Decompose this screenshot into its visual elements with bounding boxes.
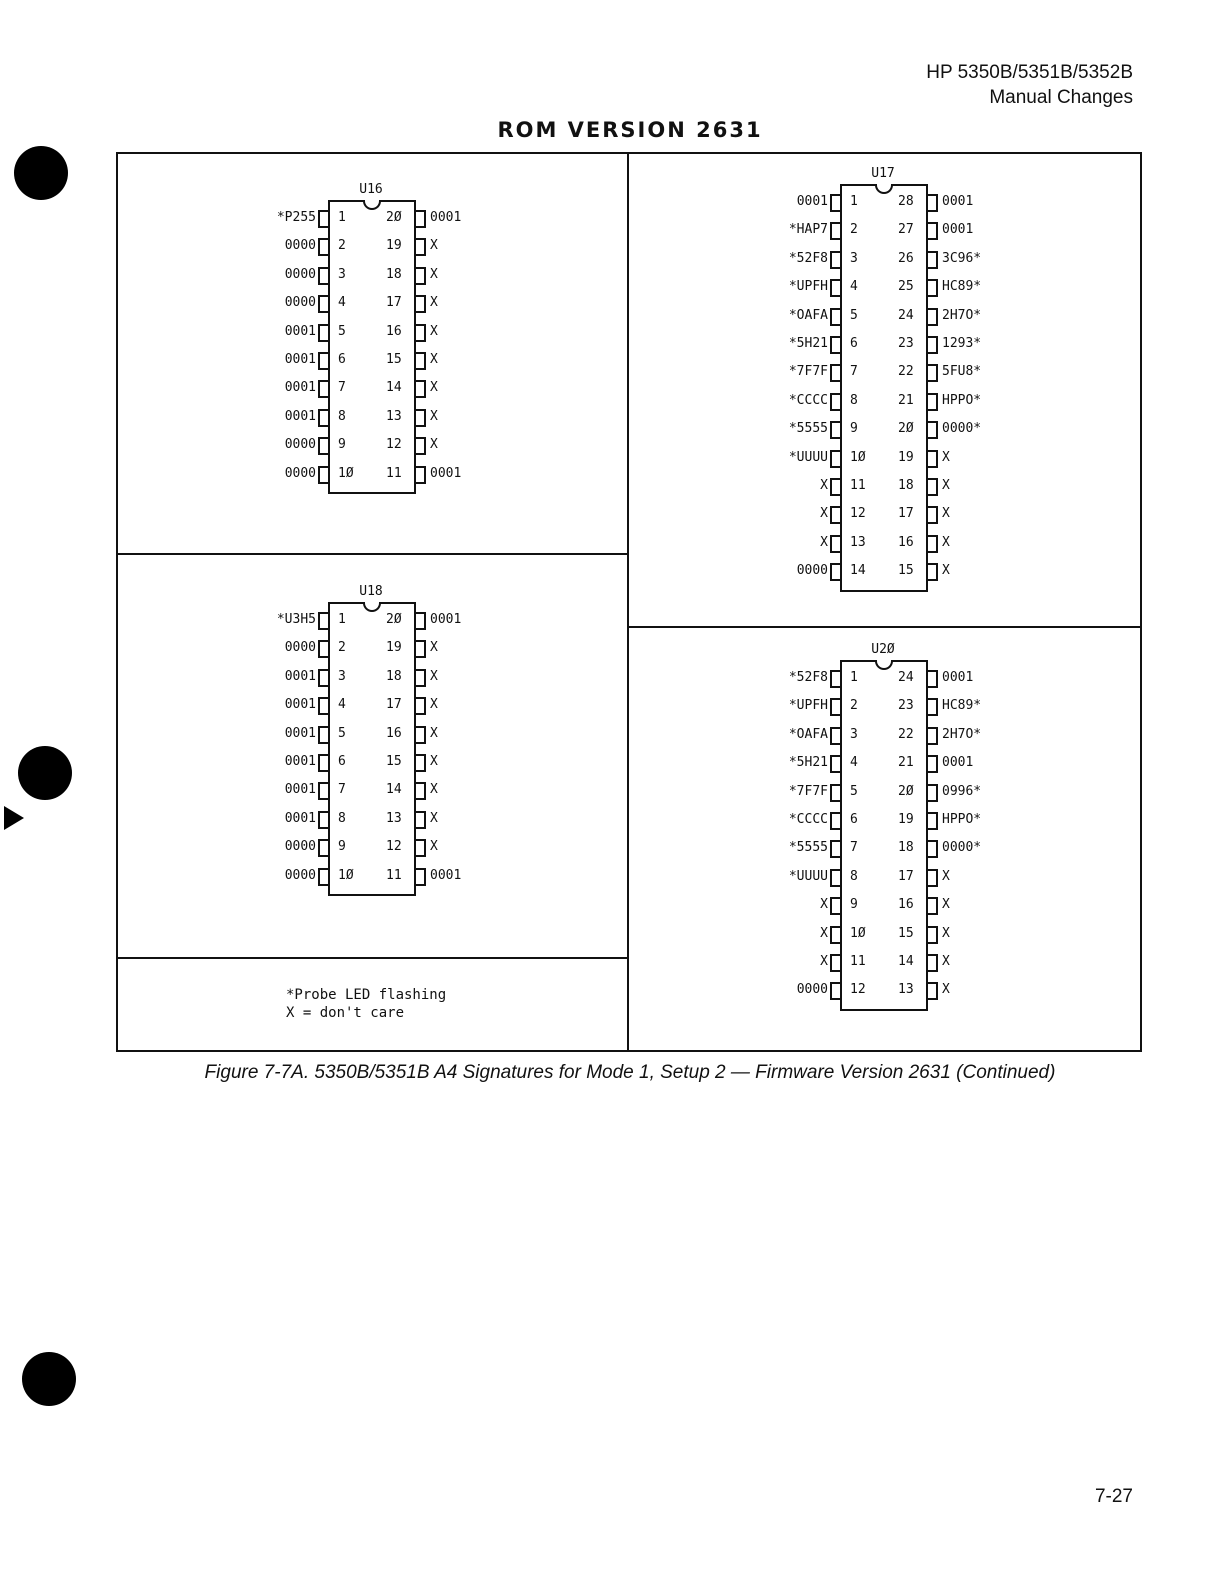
right-pin-signature: 0000* [942,840,982,856]
pin-pad [414,754,426,772]
pin-pad [318,352,330,370]
right-pin-number: 13 [386,408,402,424]
left-pin-signature: *52F8 [788,670,828,685]
right-pin-number: 22 [898,726,914,742]
pin-pad [926,336,938,354]
pin-pad [926,450,938,468]
right-pin-number: 25 [898,279,914,295]
left-pin-signature: 0000 [284,867,316,883]
pin-pad [926,251,938,269]
pin-pad [926,755,938,773]
pin-pad [830,812,842,830]
pin-pad [926,897,938,915]
left-pin-signature: *7F7F [788,783,828,799]
right-pin-signature: X [942,868,950,884]
right-pin-number: 11 [386,867,402,883]
right-pin-signature: 0996* [942,783,982,799]
left-pin-signature: *OAFA [788,307,828,323]
pin-pad [414,380,426,398]
left-pin-signature: *5555 [788,421,828,437]
pin-pad [414,669,426,687]
pin-pad [926,535,938,553]
left-pin-number: 12 [850,506,866,522]
left-pin-number: 2 [338,238,346,254]
pin-pad [414,210,426,228]
right-pin-signature: 0001 [430,612,462,627]
right-pin-signature: 0001 [942,670,974,685]
left-pin-number: 7 [338,380,346,396]
left-pin-signature: X [820,954,828,969]
left-pin-number: 13 [850,534,866,550]
frame-divider-left-2 [116,957,629,959]
right-pin-number: 19 [386,640,402,656]
pin-pad [414,726,426,744]
left-pin-number: 6 [338,754,346,769]
pin-pad [830,727,842,745]
left-pin-number: 3 [850,726,858,742]
right-pin-number: 16 [898,534,914,550]
right-pin-number: 15 [386,754,402,769]
binder-hole-bottom [22,1352,76,1406]
pin-pad [318,612,330,630]
right-pin-signature: X [942,897,950,913]
pin-pad [830,954,842,972]
right-pin-signature: 3C96* [942,250,982,266]
pin-pad [414,612,426,630]
left-pin-number: 9 [338,839,346,855]
right-pin-signature: 0001 [942,194,974,209]
left-pin-signature: X [820,925,828,941]
left-pin-number: 5 [850,307,858,323]
left-pin-signature: 0000 [796,563,828,579]
left-pin-number: 7 [850,840,858,856]
page-number: 7-27 [1094,1486,1133,1507]
right-pin-number: 12 [386,437,402,453]
right-pin-number: 16 [898,897,914,913]
pin-pad [830,478,842,496]
left-pin-signature: 0000 [284,238,316,254]
pin-pad [926,393,938,411]
right-pin-number: 17 [386,697,402,713]
right-pin-signature: X [942,506,950,522]
right-pin-number: 24 [898,670,914,685]
pin-pad [318,868,330,886]
left-pin-signature: *HAP7 [788,222,828,238]
right-pin-signature: X [942,563,950,579]
left-pin-number: 1 [850,670,858,685]
pin-pad [830,194,842,212]
pin-pad [926,364,938,382]
pin-pad [414,811,426,829]
pin-pad [830,869,842,887]
left-pin-signature: 0000 [284,839,316,855]
left-pin-signature: *5H21 [788,336,828,351]
pin-pad [830,393,842,411]
right-pin-signature: HC89* [942,698,982,714]
right-pin-signature: X [942,954,950,969]
pin-pad [830,982,842,1000]
pin-pad [414,640,426,658]
pin-pad [926,478,938,496]
right-pin-number: 21 [898,755,914,771]
legend-dont-care: X = don't care [286,1005,405,1021]
left-pin-number: 2 [338,640,346,656]
pin-pad [926,222,938,240]
pin-pad [830,279,842,297]
right-pin-number: 15 [898,563,914,579]
right-pin-number: 14 [898,954,914,969]
pin-pad [414,437,426,455]
left-pin-signature: *P255 [276,210,316,225]
pin-pad [318,782,330,800]
left-pin-signature: 0000 [796,982,828,998]
pin-pad [926,506,938,524]
right-pin-number: 16 [386,323,402,339]
pin-pad [414,352,426,370]
left-pin-number: 4 [338,697,346,713]
pin-pad [830,222,842,240]
right-pin-signature: X [942,449,950,465]
pin-pad [926,698,938,716]
right-pin-signature: X [942,925,950,941]
left-pin-number: 3 [338,266,346,282]
left-pin-number: 4 [338,295,346,311]
frame-divider-vertical [627,152,629,1052]
left-pin-signature: 0000 [284,437,316,453]
right-pin-signature: 0000* [942,421,982,437]
left-pin-number: 5 [338,725,346,741]
right-pin-signature: 5FU8* [942,364,982,380]
figure-caption: Figure 7-7A. 5350B/5351B A4 Signatures for Mode 1, Setup 2 — Firmware Version 2631 (Continued) [204,1062,1056,1083]
right-pin-number: 18 [898,478,914,493]
pin-pad [318,437,330,455]
left-pin-signature: 0001 [284,668,316,684]
right-pin-signature: 2H7O* [942,307,982,323]
binder-hole-top [14,146,68,200]
pin-pad [830,670,842,688]
left-pin-signature: 0001 [284,810,316,826]
left-pin-signature: X [820,478,828,493]
right-pin-number: 11 [386,465,402,481]
left-pin-number: 4 [850,279,858,295]
right-pin-number: 2Ø [898,783,914,799]
pin-pad [830,308,842,326]
left-pin-signature: *52F8 [788,250,828,266]
right-pin-number: 23 [898,698,914,714]
pin-pad [926,727,938,745]
pin-pad [318,697,330,715]
left-pin-number: 1 [850,194,858,209]
right-pin-signature: X [430,380,438,396]
pin-pad [926,840,938,858]
pin-pad [318,726,330,744]
right-pin-number: 24 [898,307,914,323]
right-pin-signature: X [430,238,438,254]
pin-pad [318,409,330,427]
pin-pad [414,295,426,313]
document-header [926,60,1133,110]
left-pin-signature: 0001 [284,352,316,367]
pin-pad [830,698,842,716]
left-pin-signature: *5555 [788,840,828,856]
left-pin-signature: 0001 [284,697,316,713]
right-pin-number: 18 [898,840,914,856]
pin-pad [318,754,330,772]
left-pin-number: 1Ø [850,925,866,941]
right-pin-signature: 0001 [942,222,974,238]
legend-probe-led: *Probe LED flashing [286,987,447,1003]
right-pin-number: 12 [386,839,402,855]
left-pin-signature: 0001 [284,380,316,396]
pin-pad [830,251,842,269]
left-pin-signature: *UUUU [788,449,828,465]
right-pin-signature: HPPO* [942,812,982,827]
right-pin-number: 14 [386,380,402,396]
pin-pad [926,954,938,972]
left-pin-number: 8 [338,810,346,826]
right-pin-number: 13 [386,810,402,826]
right-pin-signature: X [942,982,950,998]
legend [286,986,446,1022]
pin-pad [926,279,938,297]
left-pin-number: 8 [850,392,858,408]
chip-label: U2Ø [871,642,895,657]
left-pin-signature: 0000 [284,640,316,656]
pin-pad [926,563,938,581]
left-pin-signature: *U3H5 [276,612,316,627]
model-number: HP 5350B/5351B/5352B [926,62,1133,83]
right-pin-signature: 0001 [430,210,462,225]
right-pin-signature: HPPO* [942,392,982,408]
right-pin-signature: X [430,782,438,798]
right-pin-signature: X [430,352,438,367]
left-pin-number: 9 [850,421,858,437]
pin-pad [318,295,330,313]
left-pin-number: 1Ø [338,465,354,481]
right-pin-signature: X [430,437,438,453]
right-pin-number: 27 [898,222,914,238]
pin-pad [926,926,938,944]
left-pin-number: 5 [850,783,858,799]
frame-divider-right [627,626,1142,628]
left-pin-number: 4 [850,755,858,771]
pin-pad [926,982,938,1000]
right-pin-number: 17 [898,868,914,884]
left-pin-signature: *OAFA [788,726,828,742]
pin-pad [830,535,842,553]
rom-version-title: ROM VERSION 2631 [497,118,763,142]
pin-pad [830,336,842,354]
right-pin-number: 26 [898,250,914,266]
left-pin-number: 6 [338,352,346,367]
left-pin-number: 9 [850,897,858,913]
right-pin-number: 16 [386,725,402,741]
left-pin-number: 8 [850,868,858,884]
left-pin-number: 3 [850,250,858,266]
left-pin-signature: 0001 [284,725,316,741]
left-pin-signature: *UPFH [788,279,828,295]
right-pin-number: 17 [386,295,402,311]
left-pin-signature: *7F7F [788,364,828,380]
right-pin-signature: X [430,323,438,339]
pin-pad [926,194,938,212]
left-pin-signature: 0001 [284,754,316,769]
pin-pad [926,812,938,830]
right-pin-number: 2Ø [386,210,402,225]
right-pin-signature: X [430,754,438,769]
pin-pad [414,409,426,427]
right-pin-number: 19 [898,449,914,465]
pin-pad [830,364,842,382]
left-pin-signature: *UUUU [788,868,828,884]
pin-pad [414,839,426,857]
left-pin-number: 2 [850,222,858,238]
right-pin-number: 28 [898,194,914,209]
binder-hole-middle [18,746,72,800]
left-pin-number: 14 [850,563,866,579]
pin-pad [830,421,842,439]
pin-pad [830,926,842,944]
pin-pad [926,869,938,887]
right-pin-number: 2Ø [898,421,914,437]
pin-pad [414,868,426,886]
right-pin-number: 14 [386,782,402,798]
left-pin-number: 5 [338,323,346,339]
chip-label: U17 [871,166,895,181]
frame-divider-left-1 [116,553,629,555]
pin-pad [830,563,842,581]
left-pin-number: 11 [850,954,866,969]
right-pin-number: 18 [386,266,402,282]
right-pin-signature: X [430,839,438,855]
page-notch-mark [4,806,24,830]
right-pin-signature: 1293* [942,336,982,351]
right-pin-number: 23 [898,336,914,351]
pin-pad [830,897,842,915]
right-pin-signature: X [942,478,950,493]
pin-pad [318,267,330,285]
right-pin-number: 18 [386,668,402,684]
right-pin-signature: X [942,534,950,550]
left-pin-number: 9 [338,437,346,453]
right-pin-signature: 0001 [942,755,974,771]
right-pin-signature: X [430,668,438,684]
pin-pad [414,238,426,256]
right-pin-number: 15 [898,925,914,941]
right-pin-signature: X [430,697,438,713]
left-pin-number: 12 [850,982,866,998]
pin-pad [926,308,938,326]
left-pin-signature: 0000 [284,266,316,282]
left-pin-number: 6 [850,336,858,351]
pin-pad [926,670,938,688]
left-pin-number: 6 [850,812,858,827]
chip-label: U18 [359,584,383,599]
right-pin-number: 21 [898,392,914,408]
left-pin-number: 11 [850,478,866,493]
left-pin-signature: *UPFH [788,698,828,714]
pin-pad [414,466,426,484]
pin-pad [926,784,938,802]
pin-pad [830,450,842,468]
pin-pad [318,640,330,658]
left-pin-signature: 0000 [284,465,316,481]
right-pin-number: 2Ø [386,612,402,627]
pin-pad [318,669,330,687]
pin-pad [414,697,426,715]
right-pin-number: 15 [386,352,402,367]
left-pin-signature: X [820,506,828,522]
pin-pad [830,755,842,773]
pin-pad [926,421,938,439]
pin-pad [318,238,330,256]
chip-label: U16 [359,182,383,197]
right-pin-number: 13 [898,982,914,998]
right-pin-signature: X [430,725,438,741]
right-pin-signature: X [430,295,438,311]
left-pin-number: 1 [338,210,346,225]
pin-pad [318,466,330,484]
right-pin-signature: 0001 [430,465,462,481]
right-pin-signature: 2H7O* [942,726,982,742]
left-pin-signature: 0001 [284,782,316,798]
right-pin-signature: X [430,408,438,424]
left-pin-signature: *CCCC [788,812,828,827]
pin-pad [414,782,426,800]
pin-pad [830,506,842,524]
right-pin-signature: 0001 [430,867,462,883]
pin-pad [830,840,842,858]
manual-changes-label: Manual Changes [989,87,1133,108]
left-pin-number: 1 [338,612,346,627]
right-pin-signature: HC89* [942,279,982,295]
right-pin-signature: X [430,266,438,282]
left-pin-number: 1Ø [850,449,866,465]
left-pin-number: 3 [338,668,346,684]
right-pin-signature: X [430,640,438,656]
pin-pad [318,210,330,228]
left-pin-number: 7 [850,364,858,380]
pin-pad [318,324,330,342]
pin-pad [318,380,330,398]
left-pin-signature: 0001 [796,194,828,209]
left-pin-signature: 0001 [284,323,316,339]
right-pin-number: 19 [898,812,914,827]
left-pin-signature: 0001 [284,408,316,424]
left-pin-signature: *5H21 [788,755,828,771]
pin-pad [414,324,426,342]
pin-pad [414,267,426,285]
left-pin-signature: X [820,534,828,550]
pin-pad [318,839,330,857]
left-pin-number: 1Ø [338,867,354,883]
left-pin-number: 2 [850,698,858,714]
left-pin-signature: *CCCC [788,392,828,408]
left-pin-signature: 0000 [284,295,316,311]
left-pin-number: 7 [338,782,346,798]
right-pin-number: 22 [898,364,914,380]
pin-pad [318,811,330,829]
right-pin-number: 17 [898,506,914,522]
right-pin-signature: X [430,810,438,826]
pin-pad [830,784,842,802]
left-pin-number: 8 [338,408,346,424]
left-pin-signature: X [820,897,828,913]
right-pin-number: 19 [386,238,402,254]
